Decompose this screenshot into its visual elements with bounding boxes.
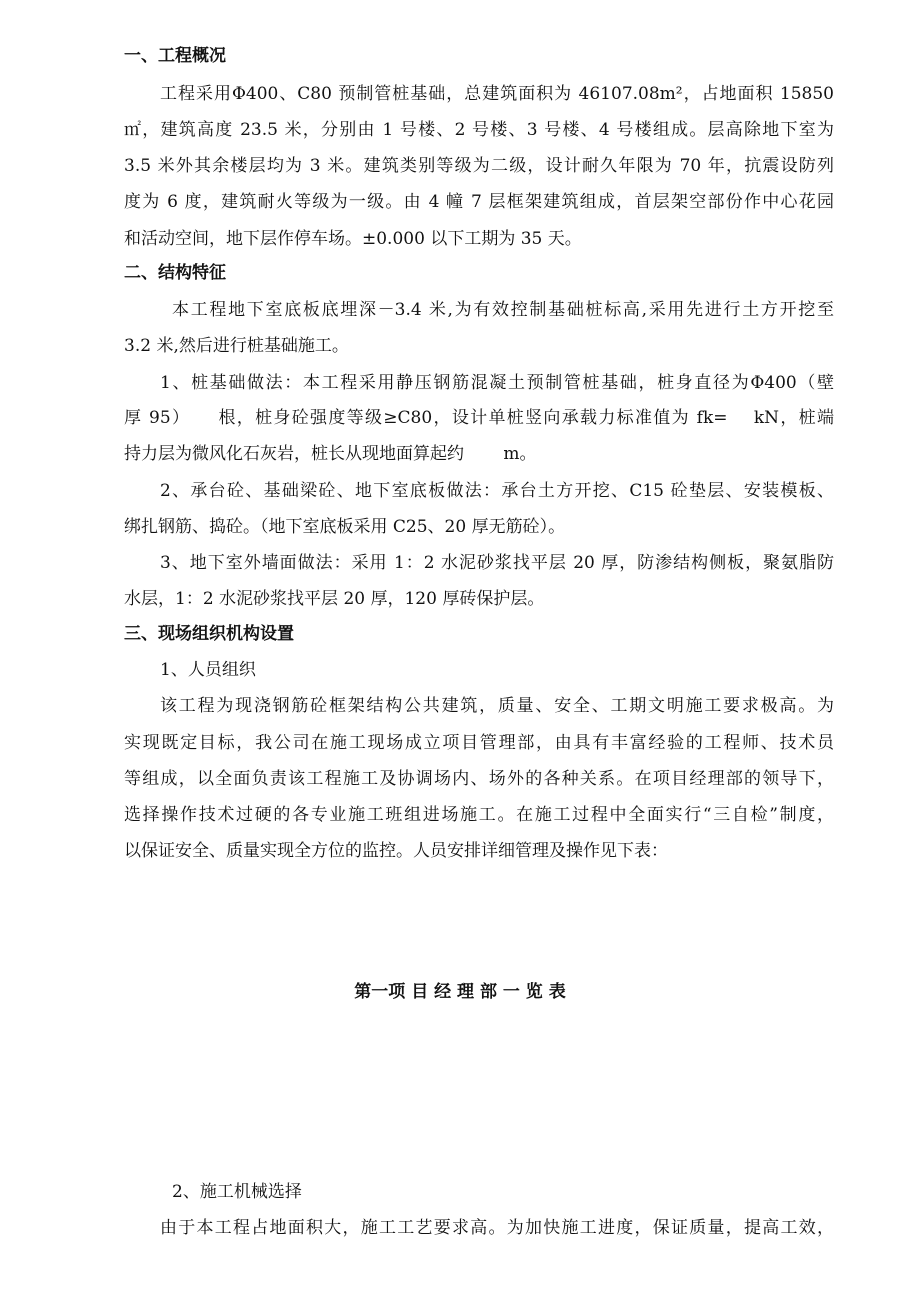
paragraph-line: 本工程地下室底板底埋深－3.4 米,为有效控制基础桩标高,采用先进行土方开挖至 — [172, 300, 834, 320]
paragraph-line: 3.2 米,然后进行桩基础施工。 — [124, 336, 349, 356]
subheading-personnel: 1、人员组织 — [160, 660, 256, 680]
pile-foundation-item: 1、桩基础做法：本工程采用静压钢筋混凝土预制管桩基础，桩身直径为Φ400（壁 — [160, 373, 834, 393]
paragraph-line: 实现既定目标，我公司在施工现场成立项目管理部，由具有丰富经验的工程师、技术员 — [124, 733, 834, 753]
cap-concrete-item: 绑扎钢筋、捣砼。（地下室底板采用 C25、20 厚无筋砼）。 — [124, 517, 566, 537]
section-heading-organization: 三、现场组织机构设置 — [124, 624, 294, 644]
table-title: 第一项 目 经 理 部 一 览 表 — [354, 982, 566, 1002]
paragraph-line: 3.5 米外其余楼层均为 3 米。建筑类别等级为二级，设计耐久年限为 70 年，抗震设防列 — [124, 156, 834, 176]
paragraph-line: 以保证安全、质量实现全方位的监控。人员安排详细管理及操作见下表： — [124, 841, 668, 861]
section-heading-structure: 二、结构特征 — [124, 263, 226, 283]
cap-concrete-item: 2、承台砼、基础梁砼、地下室底板做法：承台土方开挖、C15 砼垫层、安装模板、 — [160, 481, 834, 501]
paragraph-line: 选择操作技术过硬的各专业施工班组进场施工。在施工过程中全面实行“三自检”制度， — [124, 805, 834, 825]
paragraph-line: 由于本工程占地面积大，施工工艺要求高。为加快施工进度，保证质量，提高工效， — [160, 1218, 834, 1238]
subheading-machinery: 2、施工机械选择 — [172, 1182, 302, 1202]
pile-foundation-item: 厚 95） 根，桩身砼强度等级≥C80，设计单桩竖向承载力标准值为 fk= kN，桩端 — [124, 408, 834, 428]
basement-wall-item: 水层，1：2 水泥砂浆找平层 20 厚，120 厚砖保护层。 — [124, 589, 545, 609]
paragraph-line: 该工程为现浇钢筋砼框架结构公共建筑，质量、安全、工期文明施工要求极高。为 — [160, 696, 834, 716]
paragraph-line: 和活动空间，地下层作停车场。±0.000 以下工期为 35 天。 — [124, 229, 582, 249]
pile-foundation-item: 持力层为微风化石灰岩，桩长从现地面算起约 m。 — [124, 444, 537, 464]
basement-wall-item: 3、地下室外墙面做法：采用 1：2 水泥砂浆找平层 20 厚，防渗结构侧板，聚氨脂防 — [160, 553, 834, 573]
section-heading-overview: 一、工程概况 — [124, 46, 226, 66]
paragraph-line: 度为 6 度，建筑耐火等级为一级。由 4 幢 7 层框架建筑组成，首层架空部份作中心花园 — [124, 192, 834, 212]
paragraph-line: ㎡，建筑高度 23.5 米，分别由 1 号楼、2 号楼、3 号楼、4 号楼组成。层高除地下室为 — [124, 120, 834, 140]
paragraph-line: 工程采用Φ400、C80 预制管桩基础，总建筑面积为 46107.08m²，占地面积 15850 — [160, 84, 834, 104]
paragraph-line: 等组成，以全面负责该工程施工及协调场内、场外的各种关系。在项目经理部的领导下， — [124, 769, 834, 789]
